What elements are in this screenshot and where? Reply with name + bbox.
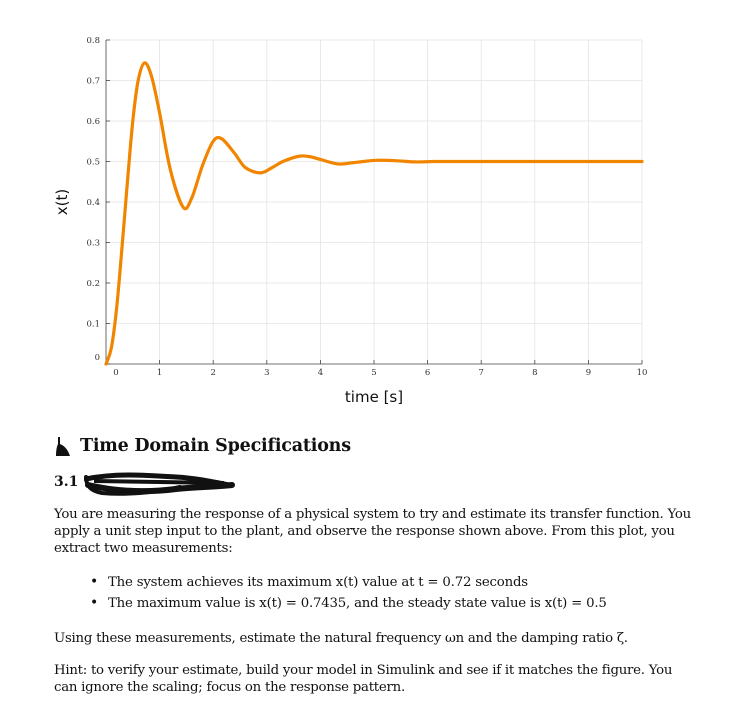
x-tick-label: 2 [210,368,216,378]
redacted-scribble-icon [84,471,236,497]
y-axis-label: x(t) [53,188,71,216]
question-paragraph: Using these measurements, estimate the natural frequency ωn and the damping ratio ζ. [54,631,628,646]
x-tick-label: 1 [156,368,163,378]
section-title: Time Domain Specifications [80,436,351,456]
y-tick-label: 0.3 [86,238,100,249]
section-marker-icon [54,435,72,459]
intro-paragraph: You are measuring the response of a physical system to try and estimate its transfer function. You apply a unit step input to the plant, and observe the response shown above. From this plot, you extract two measurements: [54,507,691,556]
y-tick-labels [86,36,100,363]
x-tick-label: 10 [636,368,648,378]
list-item: • The maximum value is x(t) = 0.7435, and the steady state value is x(t) = 0.5 [86,593,646,614]
x-tick-label: 0 [113,368,119,378]
x-tick-label: 7 [478,368,484,378]
x-tick-label: 9 [585,368,592,378]
subsection-number: 3.1 [54,474,79,490]
y-tick-label: 0 [94,353,100,363]
x-tick-label: 6 [424,368,431,378]
section-heading [54,433,414,463]
x-tick-label: 3 [264,368,270,378]
list-item: • The system achieves its maximum x(t) value at t = 0.72 seconds [86,572,646,593]
x-tick-label: 4 [317,368,324,378]
y-tick-label: 0.1 [86,319,100,330]
x-tick-label: 8 [532,368,538,378]
x-tick-label: 5 [371,368,377,378]
measurement-list [86,572,646,614]
x-tick-labels [113,368,647,378]
y-tick-label: 0.5 [86,157,100,168]
y-tick-label: 0.7 [86,76,100,87]
subsection-heading [54,471,254,497]
y-tick-label: 0.8 [86,36,100,46]
y-tick-label: 0.4 [86,198,100,208]
y-tick-label: 0.2 [86,279,100,289]
x-axis-label: time [s] [344,388,404,406]
y-tick-label: 0.6 [86,117,100,127]
hint-paragraph: Hint: to verify your estimate, build your model in Simulink and see if it matches the figure. You can ignore the scaling; focus on the response pattern. [54,663,673,695]
grid-lines [106,40,642,364]
